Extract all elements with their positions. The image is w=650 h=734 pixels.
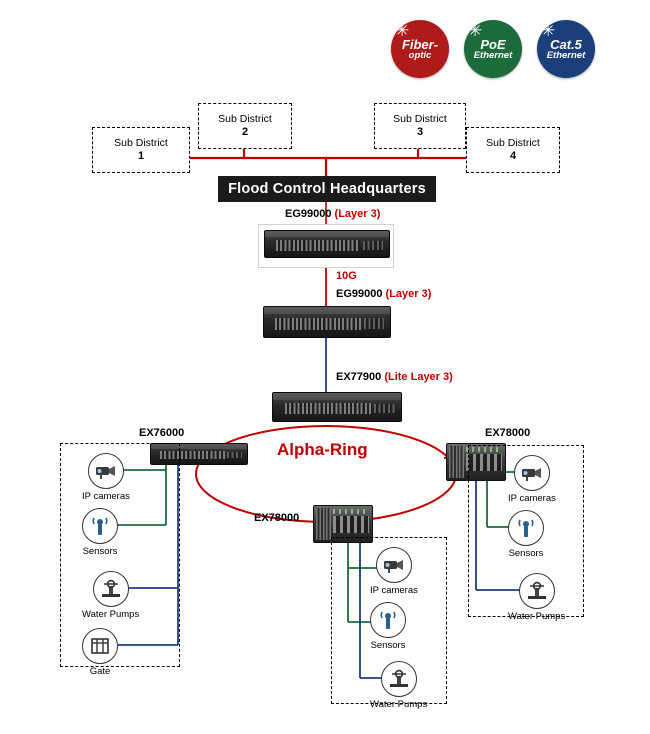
left-ip-cameras-label: IP cameras xyxy=(82,491,130,502)
left-access-switch-label: EX76000 xyxy=(139,427,185,439)
bottom-access-switch-label: EX78000 xyxy=(254,512,300,524)
aggregation-switch-layer: (Lite Layer 3) xyxy=(384,371,453,383)
sub-district-number: 4 xyxy=(509,149,517,162)
sub-district-4 xyxy=(466,127,560,173)
sensor-icon xyxy=(370,602,406,638)
bottom-sensors-label: Sensors xyxy=(370,640,406,651)
sub-district-label: Sub District xyxy=(393,112,447,125)
right-access-switch-label: EX78000 xyxy=(485,427,531,439)
legend-badge-cat5-ethernet xyxy=(537,20,595,78)
bottom-ip-cameras-label: IP cameras xyxy=(370,585,418,596)
sub-district-number: 3 xyxy=(416,125,424,138)
core-switch-model: EG99000 xyxy=(285,208,332,220)
legend-label-line1: Fiber- xyxy=(401,36,439,52)
distribution-switch-device[interactable] xyxy=(263,306,391,338)
right-sensors-label: Sensors xyxy=(508,548,544,559)
water-pump-icon xyxy=(381,661,417,697)
bottom-water-pumps-label: Water Pumps xyxy=(370,699,428,710)
headquarters-title: Flood Control Headquarters xyxy=(228,181,426,197)
core-switch-layer: (Layer 3) xyxy=(334,208,381,220)
right-water-pumps-label: Water Pumps xyxy=(508,611,566,622)
sub-district-number: 2 xyxy=(241,125,249,138)
sensor-icon xyxy=(82,508,118,544)
aggregation-switch-label xyxy=(336,371,453,383)
starburst-icon: ✳ xyxy=(468,21,483,40)
left-sensors xyxy=(82,508,118,557)
sub-district-number: 1 xyxy=(137,149,145,162)
legend-badge-poe-ethernet xyxy=(464,20,522,78)
sub-district-2 xyxy=(198,103,292,149)
sub-district-label: Sub District xyxy=(114,136,168,149)
flood-control-headquarters-banner xyxy=(218,176,436,202)
distribution-switch-model: EG99000 xyxy=(336,288,383,300)
legend-label-line2: Ethernet xyxy=(473,49,513,61)
legend-label-line1: Cat.5 xyxy=(550,36,582,52)
distribution-switch-label xyxy=(336,288,431,300)
legend-label-line2: Ethernet xyxy=(546,49,586,61)
sensor-icon xyxy=(508,510,544,546)
starburst-icon: ✳ xyxy=(395,21,410,40)
left-gate-label: Gate xyxy=(89,666,111,677)
ip-camera-icon xyxy=(88,453,124,489)
left-sensors-label: Sensors xyxy=(82,546,118,557)
starburst-icon: ✳ xyxy=(541,21,556,40)
aggregation-switch-model: EX77900 xyxy=(336,371,382,383)
left-gate xyxy=(82,628,118,677)
sub-district-1 xyxy=(92,127,190,173)
ip-camera-icon xyxy=(376,547,412,583)
sub-district-label: Sub District xyxy=(218,112,272,125)
right-water-pumps xyxy=(508,573,565,622)
gate-icon xyxy=(82,628,118,664)
water-pump-icon xyxy=(519,573,555,609)
core-switch-label xyxy=(285,208,380,220)
right-ip-cameras-label: IP cameras xyxy=(508,493,556,504)
ip-camera-icon xyxy=(514,455,550,491)
sub-district-3 xyxy=(374,103,466,149)
bottom-water-pumps xyxy=(370,661,427,710)
right-sensors xyxy=(508,510,544,559)
left-ip-cameras xyxy=(82,453,130,502)
right-ip-cameras xyxy=(508,455,556,504)
bottom-ip-cameras xyxy=(370,547,418,596)
aggregation-switch-device[interactable] xyxy=(272,392,402,422)
alpha-ring-label: Alpha-Ring xyxy=(277,440,368,459)
core-switch-device[interactable] xyxy=(264,230,390,258)
legend-label-line2: optic xyxy=(408,49,432,61)
left-water-pumps xyxy=(82,571,139,620)
distribution-switch-layer: (Layer 3) xyxy=(385,288,432,300)
legend-label-line1: PoE xyxy=(480,36,506,52)
legend-badge-fiber-optic xyxy=(391,20,449,78)
water-pump-icon xyxy=(93,571,129,607)
bottom-sensors xyxy=(370,602,406,651)
link-speed-10g: 10G xyxy=(336,270,357,282)
sub-district-label: Sub District xyxy=(486,136,540,149)
left-water-pumps-label: Water Pumps xyxy=(82,609,140,620)
